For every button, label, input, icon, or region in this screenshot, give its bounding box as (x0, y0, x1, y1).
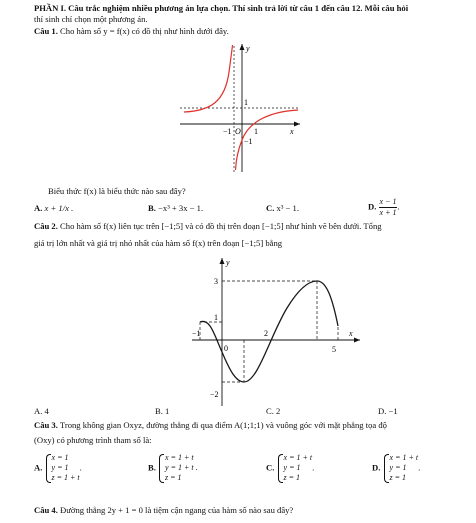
q2-choice-c[interactable] (266, 406, 280, 417)
q2-y-arrow (220, 258, 225, 264)
q3-choice-d-eq1: x = 1 + t (389, 453, 419, 462)
q2-choice-d-text: D. −1 (378, 406, 398, 416)
q3-choice-c-eq2: y = 1 (283, 463, 301, 473)
q3-choice-a-label: A. (34, 462, 43, 473)
q3-choice-b-label: B. (148, 462, 156, 473)
section-header-line1: PHẦN I. Câu trắc nghiệm nhiều phương án lựa chọn. Thí sinh trả lời từ câu 1 đến câu 12. Mỗi câu hỏi (34, 3, 409, 13)
q1-choice-d-denominator: x + 1 (379, 208, 397, 217)
q2-stem-line2: giá trị lớn nhất và giá trị nhỏ nhất của hàm số f(x) trên đoạn [−1;5] bằng (34, 238, 283, 248)
q3-choice-b-eq1: x = 1 + t (165, 453, 194, 462)
q1-choice-b-label: B. (148, 203, 156, 213)
q3-choice-c[interactable] (266, 453, 314, 484)
q3-stem-row2 (34, 435, 464, 446)
q3-choice-d-eq3: z = 1 (389, 473, 407, 483)
q1-tick-y-1: 1 (244, 98, 248, 107)
q3-choice-c-tail: . (312, 462, 315, 473)
q1-tick-x-1: 1 (254, 127, 258, 136)
section-header (34, 3, 464, 14)
q1-label: Câu 1. (34, 26, 58, 36)
q2-choice-b[interactable] (155, 406, 169, 417)
q3-choice-c-system (277, 453, 313, 484)
q1-x-arrow (294, 122, 300, 127)
q3-choice-a[interactable] (34, 453, 82, 484)
section-header-line2: thí sinh chỉ chọn một phương án. (34, 14, 148, 24)
q3-choice-a-tail: . (79, 462, 82, 473)
q3-choice-d-system (383, 453, 419, 484)
q1-graph (180, 42, 300, 172)
q2-tick-x-neg1: −1 (192, 329, 201, 338)
q1-choice-d-tail: . (397, 201, 400, 212)
q3-choice-c-eq3: z = 1 (283, 473, 301, 483)
q1-origin-label: O (235, 127, 241, 136)
q3-choice-a-eq2: y = 1 (51, 463, 69, 473)
q2-tick-y-neg2: −2 (210, 390, 219, 399)
q2-stem-row1 (34, 221, 464, 232)
q1-choice-d[interactable] (368, 198, 400, 217)
q2-y-label: y (226, 258, 230, 267)
q2-tick-y-1: 1 (214, 313, 218, 322)
q3-choice-b-system (158, 453, 198, 484)
q3-choice-d[interactable] (372, 453, 420, 484)
q2-choice-b-text: B. 1 (155, 406, 170, 416)
q1-question: Biểu thức f(x) là biểu thức nào sau đây? (48, 186, 186, 196)
q1-tick-y-neg1: −1 (244, 137, 253, 146)
q2-stem-row2 (34, 238, 464, 249)
q3-choice-d-eq2: y = 1 (389, 463, 407, 473)
q4-stem-row (34, 505, 464, 516)
q1-choice-b[interactable] (148, 203, 203, 214)
q2-x-label: x (349, 329, 353, 338)
q1-stem: Cho hàm số y = f(x) có đồ thị như hình dưới đây. (60, 26, 229, 36)
q3-choice-b-eq3: z = 1 (165, 473, 182, 483)
q3-label: Câu 3. (34, 420, 58, 430)
q3-choice-b-eq2: y = 1 + t . (165, 463, 198, 473)
q3-stem-line2: (Oxy) có phương trình tham số là: (34, 435, 152, 445)
q1-question-row (48, 186, 464, 197)
q1-tick-x-neg1: −1 (223, 127, 232, 136)
q1-x-label: x (290, 127, 294, 136)
q3-choice-d-label: D. (372, 462, 381, 473)
q3-choice-c-eq1: x = 1 + t (283, 453, 313, 462)
q3-stem-row1 (34, 420, 464, 431)
q2-choice-a[interactable] (34, 406, 49, 417)
q3-choice-a-eq1: x = 1 (51, 453, 69, 462)
q1-choice-c-label: C. (266, 203, 275, 213)
q1-choice-a-text: x + 1/x . (44, 203, 74, 213)
q2-tick-x-2: 2 (264, 329, 268, 338)
q4-label: Câu 4. (34, 505, 58, 515)
q3-choice-c-label: C. (266, 462, 275, 473)
q2-tick-x-5: 5 (332, 345, 336, 354)
q2-label: Câu 2. (34, 221, 58, 231)
q3-stem-line1: Trong không gian Oxyz, đường thẳng đi qua điểm A(1;1;1) và vuông góc với mặt phẳng tọa độ (59, 420, 387, 430)
q1-choice-d-fraction (379, 198, 398, 217)
q1-choice-d-numerator: x − 1 (379, 197, 397, 206)
q4-stem: Đường thẳng 2y + 1 = 0 là tiệm cận ngang của hàm số nào sau đây? (60, 505, 294, 515)
q1-y-label: y (246, 44, 250, 53)
q2-graph (192, 256, 362, 406)
q1-choice-d-label: D. (368, 201, 377, 212)
q3-choice-d-tail: . (418, 462, 421, 473)
q1-curve-left-branch (184, 45, 233, 112)
q1-choice-c-text: x³ − 1. (276, 203, 299, 213)
q2-choice-c-text: C. 2 (266, 406, 281, 416)
q2-stem-line1: Cho hàm số f(x) liên tục trên [−1;5] và có đồ thị trên đoạn [−1;5] như hình vẽ bên dưới. Tổng (60, 221, 382, 231)
q1-choice-c[interactable] (266, 203, 299, 214)
q3-choice-a-system (45, 453, 80, 484)
q3-choice-a-eq3: z = 1 + t (51, 473, 80, 483)
q3-choice-b[interactable] (148, 453, 198, 484)
q1-choice-b-text: −x³ + 3x − 1. (158, 203, 204, 213)
q1-y-arrow (240, 44, 245, 50)
q1-choice-a-label: A. (34, 203, 43, 213)
q2-origin-label: 0 (224, 344, 228, 353)
q2-choice-d[interactable] (378, 406, 398, 417)
section-header-line2-row (34, 14, 464, 25)
q2-x-arrow (354, 338, 360, 343)
q2-choice-a-text: A. 4 (34, 406, 49, 416)
q1-stem-row (34, 26, 464, 37)
q1-choice-a[interactable] (34, 203, 73, 214)
q2-tick-y-3: 3 (214, 277, 218, 286)
